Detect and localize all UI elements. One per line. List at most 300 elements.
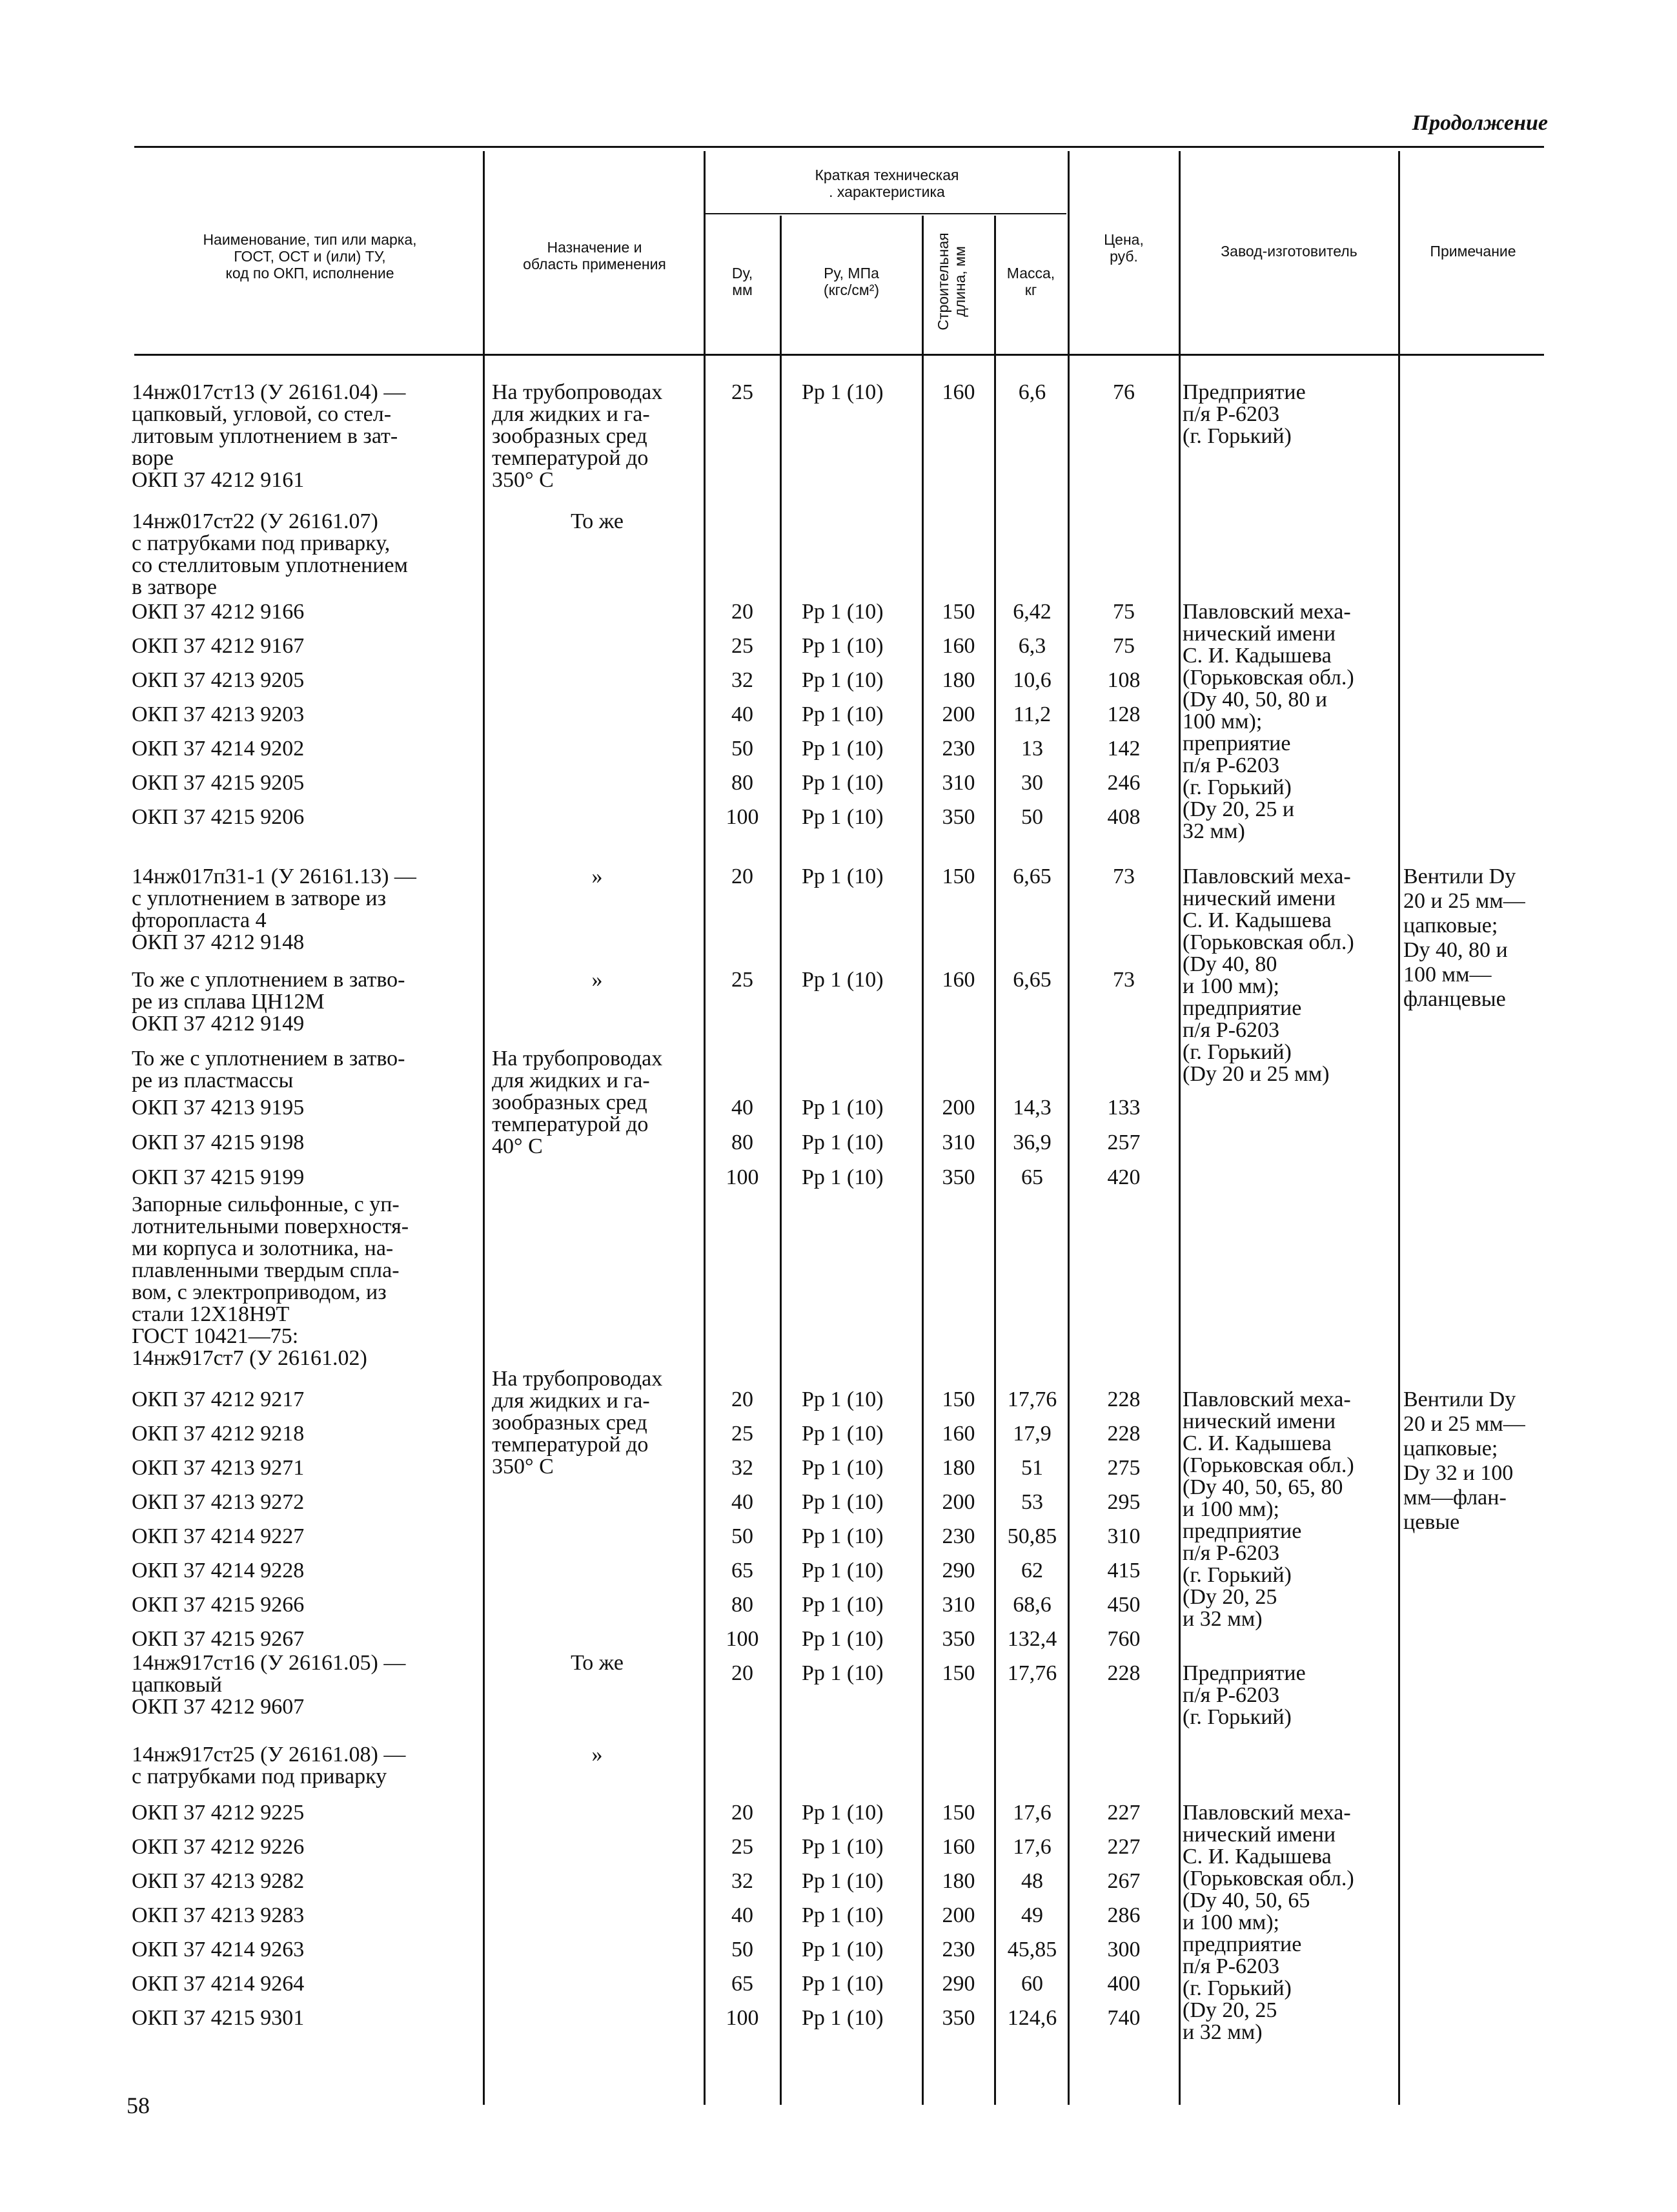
cell-py: Pр 1 (10) xyxy=(802,1524,884,1548)
cell-price: 295 xyxy=(1107,1490,1141,1514)
cell-py: Pр 1 (10) xyxy=(802,380,884,404)
note-line: 100 мм— xyxy=(1403,963,1492,987)
maker-line: 32 мм) xyxy=(1183,819,1245,843)
purpose-line: » xyxy=(591,968,603,992)
cell-length: 230 xyxy=(942,737,975,761)
cell-length: 200 xyxy=(942,702,975,726)
cell-length: 310 xyxy=(942,771,975,795)
item-description-line: То же с уплотнением в затво- xyxy=(132,1047,405,1070)
cell-price: 73 xyxy=(1113,865,1135,888)
maker-line: и 100 мм); xyxy=(1183,1910,1279,1934)
cell-price: 760 xyxy=(1107,1627,1141,1651)
cell-price: 286 xyxy=(1107,1903,1141,1927)
page-number: 58 xyxy=(127,2093,150,2118)
cell-mass: 50,85 xyxy=(1007,1524,1057,1548)
maker-line: (Dу 20, 25 и xyxy=(1183,797,1295,821)
cell-length: 150 xyxy=(942,1388,975,1411)
cell-price: 73 xyxy=(1113,968,1135,992)
cell-mass: 10,6 xyxy=(1013,668,1052,692)
okp-code: ОКП 37 4215 9206 xyxy=(132,805,305,829)
cell-dy: 20 xyxy=(731,865,753,888)
note-line: цапковые; xyxy=(1403,914,1498,937)
maker-line: и 32 мм) xyxy=(1183,1607,1263,1631)
cell-length: 200 xyxy=(942,1096,975,1120)
cell-dy: 50 xyxy=(731,1938,753,1961)
header-price: Цена, руб. xyxy=(1104,231,1144,265)
maker-line: (г. Горький) xyxy=(1183,1040,1292,1064)
cell-mass: 51 xyxy=(1021,1456,1043,1480)
cell-mass: 6,3 xyxy=(1018,634,1046,658)
okp-code: ОКП 37 4213 9272 xyxy=(132,1490,305,1514)
note-line: Dу 32 и 100 xyxy=(1403,1461,1514,1485)
okp-code: ОКП 37 4213 9205 xyxy=(132,668,305,692)
item-description-line: со стеллитовым уплотнением xyxy=(132,553,408,577)
purpose-line: для жидких и га- xyxy=(492,1069,650,1092)
cell-dy: 40 xyxy=(731,702,753,726)
okp-code: ОКП 37 4214 9228 xyxy=(132,1559,305,1582)
purpose-line: температурой до xyxy=(492,1112,649,1136)
purpose-line: 350° С xyxy=(492,1455,554,1479)
purpose-line: зообразных сред xyxy=(492,1091,647,1114)
cell-mass: 62 xyxy=(1021,1559,1043,1582)
cell-dy: 40 xyxy=(731,1903,753,1927)
cell-price: 228 xyxy=(1107,1661,1141,1685)
note-line: цапковые; xyxy=(1403,1437,1498,1460)
cell-mass: 68,6 xyxy=(1013,1593,1052,1617)
cell-price: 142 xyxy=(1107,737,1141,761)
item-description-line: ГОСТ 10421—75: xyxy=(132,1324,299,1348)
cell-dy: 80 xyxy=(731,1131,753,1154)
maker-line: (г. Горький) xyxy=(1183,1705,1292,1729)
cell-dy: 65 xyxy=(731,1972,753,1996)
cell-mass: 17,76 xyxy=(1007,1661,1057,1685)
maker-line: нический имени xyxy=(1183,622,1336,646)
cell-py: Pр 1 (10) xyxy=(802,1835,884,1859)
maker-line: нический имени xyxy=(1183,886,1336,910)
cell-price: 450 xyxy=(1107,1593,1141,1617)
item-description-line: плавленными твердым спла- xyxy=(132,1258,400,1282)
note-line: мм—флан- xyxy=(1403,1486,1507,1510)
cell-dy: 20 xyxy=(731,1661,753,1685)
cell-dy: 32 xyxy=(731,1869,753,1893)
item-description-line: 14нж017ст13 (У 26161.04) — xyxy=(132,380,406,404)
item-description-line: в затворе xyxy=(132,575,217,599)
purpose-line: То же xyxy=(571,1651,624,1675)
item-description-line: Запорные сильфонные, с уп- xyxy=(132,1193,400,1216)
item-description-line: лотнительными поверхностя- xyxy=(132,1214,409,1238)
col-divider xyxy=(780,216,782,2105)
purpose-line: 40° С xyxy=(492,1134,543,1158)
item-description-line: ОКП 37 4212 9161 xyxy=(132,468,305,492)
cell-mass: 50 xyxy=(1021,805,1043,829)
maker-line: С. И. Кадышева xyxy=(1183,1845,1332,1869)
cell-price: 420 xyxy=(1107,1165,1141,1189)
cell-dy: 20 xyxy=(731,1801,753,1825)
maker-line: (г. Горький) xyxy=(1183,424,1292,448)
maker-line: и 100 мм); xyxy=(1183,1497,1279,1521)
cell-mass: 124,6 xyxy=(1007,2006,1057,2030)
cell-py: Pр 1 (10) xyxy=(802,1096,884,1120)
col-divider xyxy=(1398,151,1400,2105)
cell-mass: 6,42 xyxy=(1013,600,1052,624)
okp-code: ОКП 37 4215 9199 xyxy=(132,1165,305,1189)
cell-price: 275 xyxy=(1107,1456,1141,1480)
item-description-line: с патрубками под приварку, xyxy=(132,531,391,555)
maker-line: и 100 мм); xyxy=(1183,974,1279,998)
cell-dy: 32 xyxy=(731,668,753,692)
maker-line: (г. Горький) xyxy=(1183,1976,1292,2000)
cell-mass: 36,9 xyxy=(1013,1131,1052,1154)
cell-py: Pр 1 (10) xyxy=(802,668,884,692)
cell-mass: 17,6 xyxy=(1013,1801,1052,1825)
cell-mass: 17,76 xyxy=(1007,1388,1057,1411)
item-description-line: воре xyxy=(132,446,174,470)
col-divider xyxy=(1179,151,1181,2105)
cell-dy: 50 xyxy=(731,1524,753,1548)
cell-py: Pр 1 (10) xyxy=(802,1490,884,1514)
maker-line: нический имени xyxy=(1183,1823,1336,1847)
maker-line: предприятие xyxy=(1183,996,1302,1020)
cell-length: 150 xyxy=(942,865,975,888)
okp-code: ОКП 37 4212 9167 xyxy=(132,634,305,658)
item-description-line: литовым уплотнением в зат- xyxy=(132,424,398,448)
maker-line: п/я Р-6203 xyxy=(1183,1683,1280,1707)
maker-line: Павловский меха- xyxy=(1183,600,1351,624)
cell-price: 228 xyxy=(1107,1388,1141,1411)
cell-length: 180 xyxy=(942,1456,975,1480)
cell-dy: 25 xyxy=(731,634,753,658)
cell-length: 160 xyxy=(942,634,975,658)
cell-length: 160 xyxy=(942,1835,975,1859)
maker-line: (Горьковская обл.) xyxy=(1183,1867,1354,1890)
header-maker: Завод-изготовитель xyxy=(1221,243,1357,260)
cell-mass: 6,65 xyxy=(1013,968,1052,992)
cell-mass: 48 xyxy=(1021,1869,1043,1893)
header-bottom-rule xyxy=(134,354,1544,356)
cell-mass: 49 xyxy=(1021,1903,1043,1927)
cell-length: 230 xyxy=(942,1524,975,1548)
maker-line: (Горьковская обл.) xyxy=(1183,666,1354,690)
okp-code: ОКП 37 4214 9263 xyxy=(132,1938,305,1961)
cell-length: 290 xyxy=(942,1972,975,1996)
maker-line: п/я Р-6203 xyxy=(1183,1018,1280,1042)
purpose-line: На трубопроводах xyxy=(492,1367,663,1391)
cell-py: Pр 1 (10) xyxy=(802,1165,884,1189)
maker-line: предприятие xyxy=(1183,1932,1302,1956)
cell-dy: 25 xyxy=(731,968,753,992)
item-description-line: стали 12Х18Н9Т xyxy=(132,1302,290,1326)
maker-line: Предприятие xyxy=(1183,1661,1306,1685)
maker-line: предприятие xyxy=(1183,1519,1302,1543)
okp-code: ОКП 37 4213 9203 xyxy=(132,702,305,726)
tech-group-rule xyxy=(705,213,1066,214)
okp-code: ОКП 37 4215 9198 xyxy=(132,1131,305,1154)
cell-mass: 30 xyxy=(1021,771,1043,795)
col-divider xyxy=(1068,151,1070,2105)
cell-length: 180 xyxy=(942,668,975,692)
cell-py: Pр 1 (10) xyxy=(802,702,884,726)
purpose-line: То же xyxy=(571,509,624,533)
cell-length: 200 xyxy=(942,1903,975,1927)
maker-line: (Dу 40, 50, 65, 80 xyxy=(1183,1475,1343,1499)
cell-py: Pр 1 (10) xyxy=(802,1972,884,1996)
cell-dy: 80 xyxy=(731,771,753,795)
okp-code: ОКП 37 4212 9217 xyxy=(132,1388,305,1411)
item-description-line: 14нж917ст16 (У 26161.05) — xyxy=(132,1651,406,1675)
okp-code: ОКП 37 4213 9282 xyxy=(132,1869,305,1893)
purpose-line: » xyxy=(591,865,603,888)
cell-dy: 100 xyxy=(726,1627,759,1651)
cell-mass: 132,4 xyxy=(1007,1627,1057,1651)
cell-py: Pр 1 (10) xyxy=(802,1869,884,1893)
col-divider xyxy=(704,151,706,2105)
maker-line: п/я Р-6203 xyxy=(1183,1954,1280,1978)
okp-code: ОКП 37 4215 9267 xyxy=(132,1627,305,1651)
cell-length: 350 xyxy=(942,805,975,829)
maker-line: (Dу 20, 25 xyxy=(1183,1998,1277,2022)
purpose-line: для жидких и га- xyxy=(492,1389,650,1413)
maker-line: (Горьковская обл.) xyxy=(1183,1453,1354,1477)
item-description-line: цапковый xyxy=(132,1673,222,1697)
okp-code: ОКП 37 4213 9283 xyxy=(132,1903,305,1927)
header-name: Наименование, тип или марка, ГОСТ, ОСТ и (или) ТУ, код по ОКП, исполнение xyxy=(203,231,417,282)
cell-length: 180 xyxy=(942,1869,975,1893)
purpose-line: температурой до xyxy=(492,1433,649,1457)
cell-dy: 40 xyxy=(731,1490,753,1514)
maker-line: Предприятие xyxy=(1183,380,1306,404)
cell-py: Pр 1 (10) xyxy=(802,1661,884,1685)
purpose-line: На трубопроводах xyxy=(492,380,663,404)
purpose-line: 350° С xyxy=(492,468,554,492)
item-description-line: 14нж017ст22 (У 26161.07) xyxy=(132,509,378,533)
okp-code: ОКП 37 4214 9227 xyxy=(132,1524,305,1548)
cell-py: Pр 1 (10) xyxy=(802,1593,884,1617)
maker-line: п/я Р-6203 xyxy=(1183,402,1280,426)
cell-dy: 25 xyxy=(731,1422,753,1446)
cell-price: 740 xyxy=(1107,2006,1141,2030)
cell-py: Pр 1 (10) xyxy=(802,865,884,888)
cell-py: Pр 1 (10) xyxy=(802,2006,884,2030)
cell-price: 228 xyxy=(1107,1422,1141,1446)
okp-code: ОКП 37 4215 9301 xyxy=(132,2006,305,2030)
cell-py: Pр 1 (10) xyxy=(802,1559,884,1582)
cell-length: 160 xyxy=(942,380,975,404)
cell-py: Pр 1 (10) xyxy=(802,771,884,795)
cell-mass: 13 xyxy=(1021,737,1043,761)
cell-price: 257 xyxy=(1107,1131,1141,1154)
maker-line: С. И. Кадышева xyxy=(1183,908,1332,932)
cell-dy: 25 xyxy=(731,380,753,404)
cell-price: 408 xyxy=(1107,805,1141,829)
maker-line: (г. Горький) xyxy=(1183,775,1292,799)
maker-line: Павловский меха- xyxy=(1183,865,1351,888)
cell-dy: 32 xyxy=(731,1456,753,1480)
item-description-line: с патрубками под приварку xyxy=(132,1765,387,1788)
item-description-line: ОКП 37 4212 9149 xyxy=(132,1012,305,1036)
note-line: Dу 40, 80 и xyxy=(1403,938,1508,962)
cell-py: Pр 1 (10) xyxy=(802,805,884,829)
purpose-line: зообразных сред xyxy=(492,424,647,448)
purpose-line: для жидких и га- xyxy=(492,402,650,426)
cell-py: Pр 1 (10) xyxy=(802,1456,884,1480)
cell-price: 108 xyxy=(1107,668,1141,692)
continuation-label: Продолжение xyxy=(1412,111,1548,135)
cell-price: 133 xyxy=(1107,1096,1141,1120)
cell-py: Pр 1 (10) xyxy=(802,1422,884,1446)
cell-length: 310 xyxy=(942,1131,975,1154)
cell-mass: 65 xyxy=(1021,1165,1043,1189)
okp-code: ОКП 37 4212 9166 xyxy=(132,600,305,624)
item-description-line: цапковый, угловой, со стел- xyxy=(132,402,392,426)
cell-mass: 11,2 xyxy=(1013,702,1052,726)
cell-py: Pр 1 (10) xyxy=(802,968,884,992)
cell-length: 230 xyxy=(942,1938,975,1961)
item-description-line: ре из сплава ЦН12М xyxy=(132,990,325,1014)
table-top-rule xyxy=(134,146,1544,148)
cell-length: 150 xyxy=(942,1661,975,1685)
purpose-line: зообразных сред xyxy=(492,1411,647,1435)
cell-mass: 6,65 xyxy=(1013,865,1052,888)
maker-line: С. И. Кадышева xyxy=(1183,1431,1332,1455)
okp-code: ОКП 37 4215 9266 xyxy=(132,1593,305,1617)
cell-mass: 53 xyxy=(1021,1490,1043,1514)
cell-dy: 100 xyxy=(726,805,759,829)
cell-dy: 40 xyxy=(731,1096,753,1120)
cell-dy: 100 xyxy=(726,2006,759,2030)
item-description-line: 14нж917ст7 (У 26161.02) xyxy=(132,1346,367,1370)
cell-price: 75 xyxy=(1113,600,1135,624)
cell-price: 310 xyxy=(1107,1524,1141,1548)
cell-py: Pр 1 (10) xyxy=(802,1388,884,1411)
cell-py: Pр 1 (10) xyxy=(802,1627,884,1651)
cell-length: 200 xyxy=(942,1490,975,1514)
item-description-line: ми корпуса и золотника, на- xyxy=(132,1236,394,1260)
cell-mass: 14,3 xyxy=(1013,1096,1052,1120)
maker-line: Павловский меха- xyxy=(1183,1801,1351,1825)
item-description-line: ОКП 37 4212 9607 xyxy=(132,1695,305,1719)
col-divider xyxy=(994,216,996,2105)
okp-code: ОКП 37 4212 9226 xyxy=(132,1835,305,1859)
item-description-line: вом, с электроприводом, из xyxy=(132,1280,387,1304)
cell-dy: 20 xyxy=(731,1388,753,1411)
cell-length: 290 xyxy=(942,1559,975,1582)
cell-length: 150 xyxy=(942,1801,975,1825)
header-note: Примечание xyxy=(1430,243,1516,260)
maker-line: п/я Р-6203 xyxy=(1183,753,1280,777)
cell-price: 246 xyxy=(1107,771,1141,795)
maker-line: нический имени xyxy=(1183,1409,1336,1433)
maker-line: (г. Горький) xyxy=(1183,1563,1292,1587)
cell-mass: 60 xyxy=(1021,1972,1043,1996)
cell-length: 350 xyxy=(942,1165,975,1189)
maker-line: (Dу 20 и 25 мм) xyxy=(1183,1062,1330,1086)
cell-py: Pр 1 (10) xyxy=(802,1801,884,1825)
maker-line: Павловский меха- xyxy=(1183,1388,1351,1411)
cell-length: 160 xyxy=(942,1422,975,1446)
note-line: цевые xyxy=(1403,1510,1460,1534)
maker-line: 100 мм); xyxy=(1183,710,1263,733)
cell-py: Pр 1 (10) xyxy=(802,737,884,761)
okp-code: ОКП 37 4214 9202 xyxy=(132,737,305,761)
note-line: фланцевые xyxy=(1403,987,1506,1011)
cell-length: 350 xyxy=(942,2006,975,2030)
item-description-line: фторопласта 4 xyxy=(132,908,267,932)
maker-line: (Dу 40, 50, 65 xyxy=(1183,1889,1310,1912)
cell-length: 310 xyxy=(942,1593,975,1617)
col-divider xyxy=(483,151,485,2105)
item-description-line: с уплотнением в затворе из xyxy=(132,886,387,910)
cell-price: 75 xyxy=(1113,634,1135,658)
maker-line: и 32 мм) xyxy=(1183,2020,1263,2044)
cell-py: Pр 1 (10) xyxy=(802,1131,884,1154)
cell-mass: 17,9 xyxy=(1013,1422,1052,1446)
okp-code: ОКП 37 4213 9195 xyxy=(132,1096,305,1120)
cell-price: 400 xyxy=(1107,1972,1141,1996)
header-length: Строительная длина, мм xyxy=(935,232,968,331)
okp-code: ОКП 37 4212 9225 xyxy=(132,1801,305,1825)
purpose-line: температурой до xyxy=(492,446,649,470)
cell-py: Pр 1 (10) xyxy=(802,600,884,624)
col-divider xyxy=(922,216,924,2105)
cell-py: Pр 1 (10) xyxy=(802,634,884,658)
note-line: Вентили Dу xyxy=(1403,1388,1516,1411)
maker-line: С. И. Кадышева xyxy=(1183,644,1332,668)
okp-code: ОКП 37 4212 9218 xyxy=(132,1422,305,1446)
cell-py: Pр 1 (10) xyxy=(802,1903,884,1927)
maker-line: (Dу 20, 25 xyxy=(1183,1585,1277,1609)
item-description-line: То же с уплотнением в затво- xyxy=(132,968,405,992)
cell-length: 150 xyxy=(942,600,975,624)
header-purpose: Назначение и область применения xyxy=(523,239,666,272)
item-description-line: 14нж017п31-1 (У 26161.13) — xyxy=(132,865,416,888)
maker-line: (Горьковская обл.) xyxy=(1183,930,1354,954)
maker-line: п/я Р-6203 xyxy=(1183,1541,1280,1565)
cell-dy: 20 xyxy=(731,600,753,624)
cell-py: Pр 1 (10) xyxy=(802,1938,884,1961)
cell-dy: 50 xyxy=(731,737,753,761)
note-line: 20 и 25 мм— xyxy=(1403,889,1525,913)
maker-line: (Dу 40, 80 xyxy=(1183,952,1277,976)
item-description-line: 14нж917ст25 (У 26161.08) — xyxy=(132,1743,406,1767)
purpose-line: » xyxy=(591,1743,603,1767)
cell-dy: 100 xyxy=(726,1165,759,1189)
cell-price: 227 xyxy=(1107,1835,1141,1859)
header-py: Pу, МПа (кгс/см²) xyxy=(823,265,880,298)
note-line: 20 и 25 мм— xyxy=(1403,1412,1525,1436)
okp-code: ОКП 37 4213 9271 xyxy=(132,1456,305,1480)
cell-price: 300 xyxy=(1107,1938,1141,1961)
cell-price: 415 xyxy=(1107,1559,1141,1582)
cell-length: 160 xyxy=(942,968,975,992)
cell-price: 76 xyxy=(1113,380,1135,404)
note-line: Вентили Dу xyxy=(1403,865,1516,888)
cell-dy: 65 xyxy=(731,1559,753,1582)
item-description-line: ОКП 37 4212 9148 xyxy=(132,930,305,954)
cell-price: 267 xyxy=(1107,1869,1141,1893)
cell-dy: 80 xyxy=(731,1593,753,1617)
header-dy: Dу, мм xyxy=(731,265,753,298)
maker-line: преприятие xyxy=(1183,732,1291,755)
cell-length: 350 xyxy=(942,1627,975,1651)
cell-dy: 25 xyxy=(731,1835,753,1859)
item-description-line: ре из пластмассы xyxy=(132,1069,294,1092)
okp-code: ОКП 37 4214 9264 xyxy=(132,1972,305,1996)
header-mass: Масса, кг xyxy=(1006,265,1055,298)
maker-line: (Dу 40, 50, 80 и xyxy=(1183,688,1328,712)
purpose-line: На трубопроводах xyxy=(492,1047,663,1070)
cell-price: 128 xyxy=(1107,702,1141,726)
cell-mass: 45,85 xyxy=(1007,1938,1057,1961)
